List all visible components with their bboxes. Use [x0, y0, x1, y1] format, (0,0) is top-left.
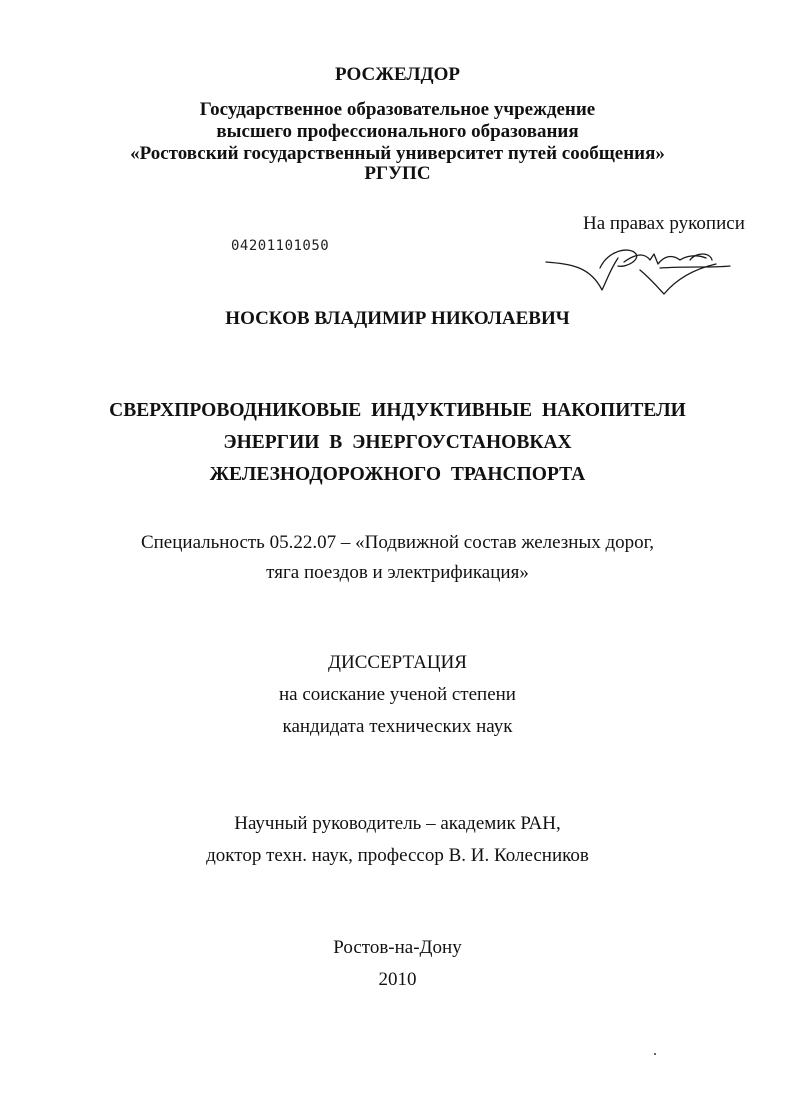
- year: 2010: [378, 969, 417, 990]
- manuscript-note: На правах рукописи: [583, 213, 745, 234]
- scan-speck: [654, 1053, 656, 1055]
- institution-line-1: Государственное образовательное учреждение: [199, 99, 596, 120]
- degree-line-2: кандидата технических наук: [282, 716, 513, 737]
- author-name: НОСКОВ ВЛАДИМИР НИКОЛАЕВИЧ: [225, 308, 570, 329]
- signature-icon: [540, 240, 740, 300]
- supervisor-line-1: Научный руководитель – академик РАН,: [234, 813, 561, 834]
- institution-line-2: высшего профессионального образования: [216, 121, 579, 142]
- document-type: ДИССЕРТАЦИЯ: [328, 652, 467, 673]
- institution-line-3: «Ростовский государственный университет путей сообщения»: [130, 143, 665, 164]
- agency-name: РОСЖЕЛДОР: [334, 64, 461, 85]
- specialty-line-1: Специальность 05.22.07 – «Подвижной состав железных дорог,: [140, 532, 655, 553]
- institution-abbreviation: РГУПС: [364, 163, 431, 184]
- title-line-3: ЖЕЛЕЗНОДОРОЖНОГО ТРАНСПОРТА: [209, 464, 586, 485]
- city: Ростов-на-Дону: [333, 937, 462, 958]
- catalog-code: 04201101050: [231, 238, 330, 254]
- specialty-line-2: тяга поездов и электрификация»: [266, 562, 529, 583]
- degree-line-1: на соискание ученой степени: [279, 684, 516, 705]
- supervisor-line-2: доктор техн. наук, профессор В. И. Колесников: [206, 845, 589, 866]
- title-line-2: ЭНЕРГИИ В ЭНЕРГОУСТАНОВКАХ: [223, 432, 572, 453]
- title-line-1: СВЕРХПРОВОДНИКОВЫЕ ИНДУКТИВНЫЕ НАКОПИТЕЛИ: [109, 400, 686, 421]
